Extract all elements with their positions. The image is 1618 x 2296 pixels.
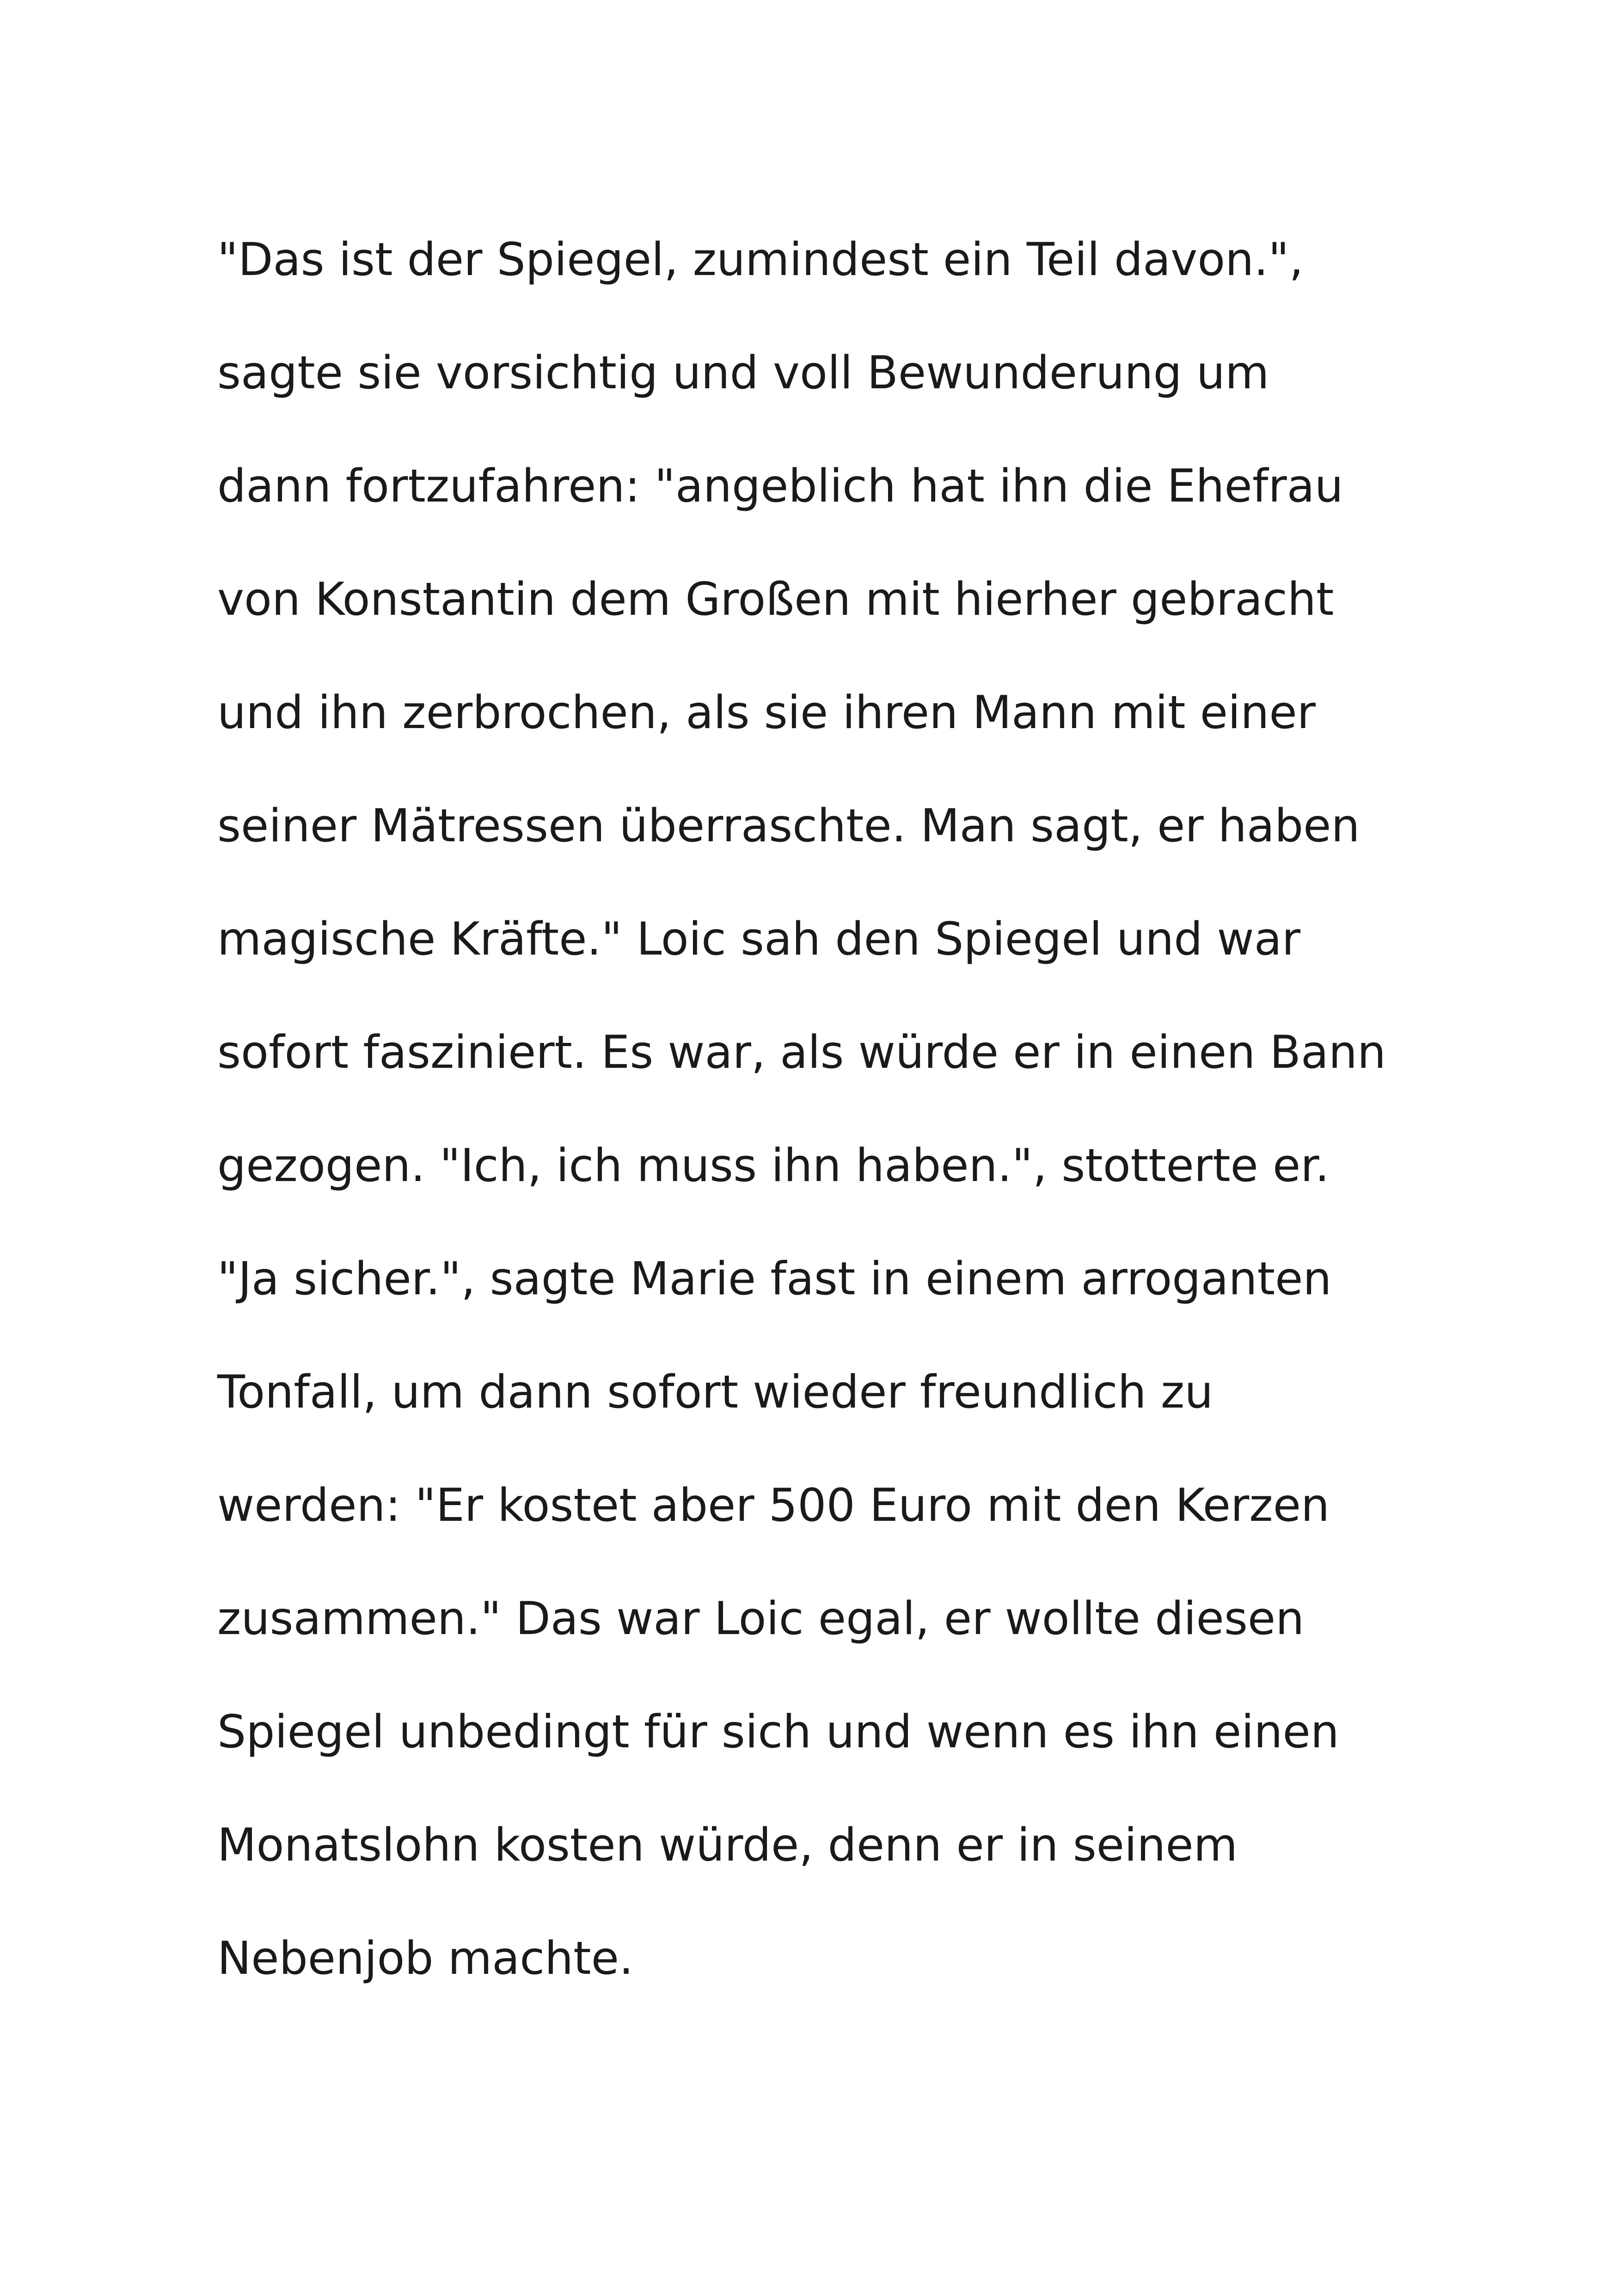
- text-line: dann fortzufahren: "angeblich hat ihn die Ehefrau: [217, 460, 1343, 513]
- text-line: Tonfall, um dann sofort wieder freundlich zu: [217, 1366, 1214, 1419]
- text-line: zusammen." Das war Loic egal, er wollte diesen: [217, 1592, 1305, 1645]
- text-line: seiner Mätressen überraschte. Man sagt, er haben: [217, 800, 1360, 852]
- text-line: "Ja sicher.", sagte Marie fast in einem arroganten: [217, 1253, 1332, 1305]
- body-text: [217, 203, 1465, 2015]
- text-line: werden: "Er kostet aber 500 Euro mit den Kerzen: [217, 1479, 1330, 1532]
- text-line: Monatslohn kosten würde, denn er in seinem: [217, 1819, 1238, 1872]
- text-line: von Konstantin dem Großen mit hierher gebracht: [217, 573, 1334, 626]
- text-line: "Das ist der Spiegel, zumindest ein Teil davon.",: [217, 233, 1304, 286]
- text-line: Spiegel unbedingt für sich und wenn es ihn einen: [217, 1706, 1339, 1758]
- text-line: gezogen. "Ich, ich muss ihn haben.", stotterte er.: [217, 1139, 1330, 1192]
- text-line: magische Kräfte." Loic sah den Spiegel und war: [217, 913, 1301, 966]
- text-line: sagte sie vorsichtig und voll Bewunderung um: [217, 347, 1269, 399]
- text-line: und ihn zerbrochen, als sie ihren Mann mit einer: [217, 686, 1316, 739]
- text-line: sofort fasziniert. Es war, als würde er in einen Bann: [217, 1026, 1386, 1079]
- text-line: Nebenjob machte.: [217, 1932, 634, 1985]
